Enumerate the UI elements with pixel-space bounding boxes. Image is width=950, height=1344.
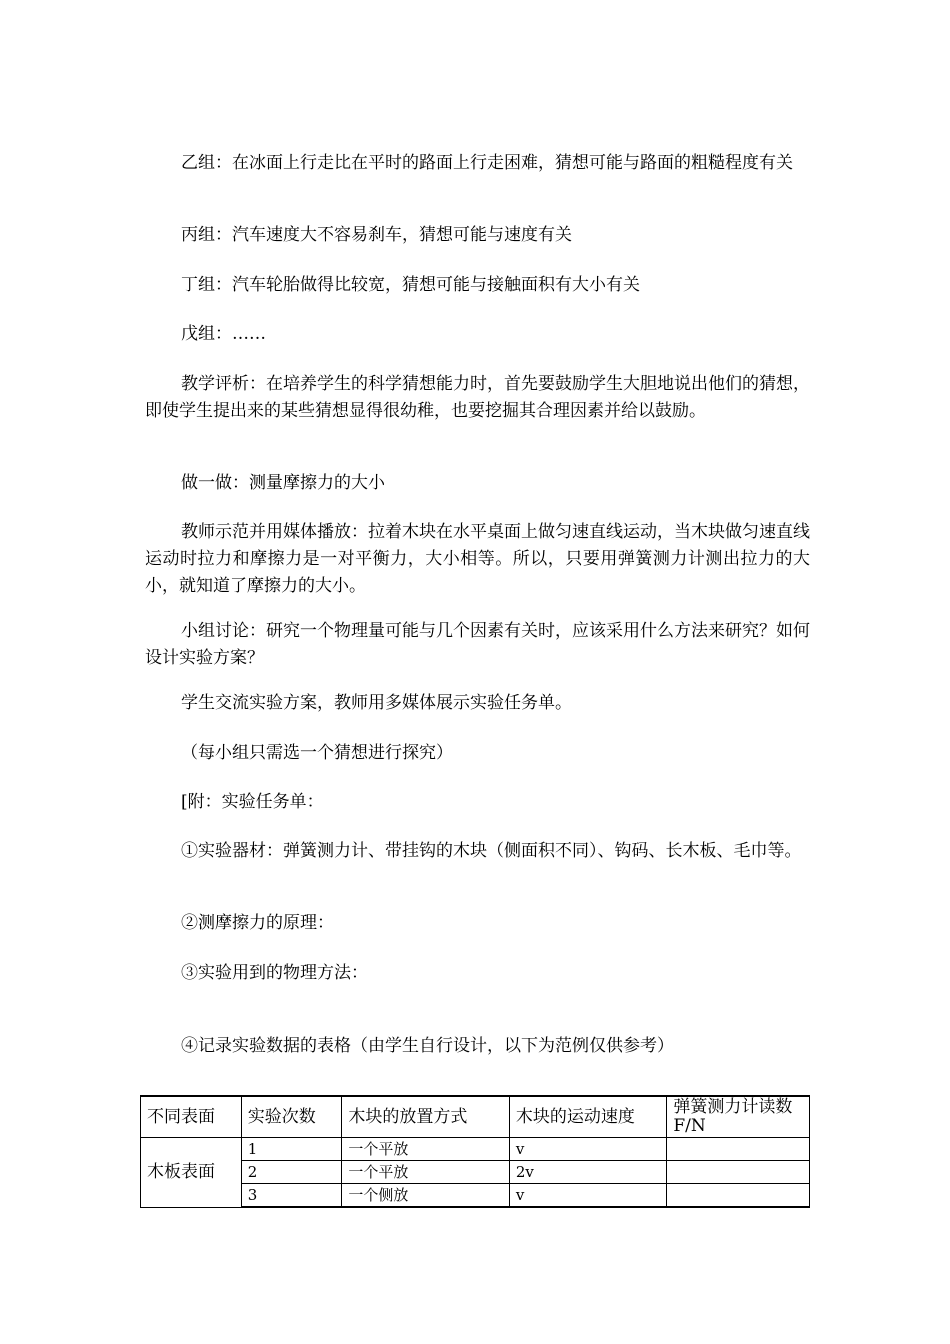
cell-placement: 一个平放 (342, 1161, 509, 1184)
cell-surface: 木板表面 (141, 1138, 242, 1208)
table-row (141, 1184, 810, 1208)
cell-placement: 一个平放 (342, 1138, 509, 1161)
cell-speed: v (509, 1184, 666, 1208)
paragraph-teacher-demo: 教师示范并用媒体播放：拉着木块在水平桌面上做匀速直线运动，当木块做匀速直线运动时拉力和摩擦力是一对平衡力，大小相等。所以，只要用弹簧测力计测出拉力的大小，就知道了摩擦力的大小。 (145, 522, 810, 596)
paragraph-student-exchange: 学生交流实验方案，教师用多媒体展示实验任务单。 (181, 693, 572, 713)
header-speed: 木块的运动速度 (509, 1096, 666, 1138)
paragraph-group-yi: 乙组：在冰面上行走比在平时的路面上行走困难，猜想可能与路面的粗糙程度有关 (181, 153, 793, 173)
paragraph-group-wu: 戊组：…… (181, 324, 266, 344)
paragraph-teaching-comment: 教学评析：在培养学生的科学猜想能力时，首先要鼓励学生大胆地说出他们的猜想，即使学生提出来的某些猜想显得很幼稚，也要挖掘其合理因素并给以鼓励。 (145, 374, 810, 421)
paragraph-group-discussion: 小组讨论：研究一个物理量可能与几个因素有关时，应该采用什么方法来研究？如何设计实验方案？ (145, 621, 810, 668)
cell-reading (667, 1138, 810, 1161)
paragraph-method: ③实验用到的物理方法： (181, 963, 368, 983)
experiment-data-table (140, 1095, 810, 1208)
cell-trial: 3 (241, 1184, 342, 1208)
paragraph-principle: ②测摩擦力的原理： (181, 913, 334, 933)
paragraph-equipment: ①实验器材：弹簧测力计、带挂钩的木块（侧面积不同）、钩码、长木板、毛巾等。 (181, 841, 802, 861)
cell-speed: 2v (509, 1161, 666, 1184)
header-reading: 弹簧测力计读数F/N (667, 1096, 810, 1138)
table-row (141, 1161, 810, 1184)
header-trial: 实验次数 (241, 1096, 342, 1138)
cell-trial: 2 (241, 1161, 342, 1184)
paragraph-group-ding: 丁组：汽车轮胎做得比较宽，猜想可能与接触面积有大小有关 (181, 275, 640, 295)
paragraph-do-it: 做一做：测量摩擦力的大小 (181, 473, 385, 493)
cell-reading (667, 1161, 810, 1184)
cell-trial: 1 (241, 1138, 342, 1161)
header-surface: 不同表面 (141, 1096, 242, 1138)
table-row (141, 1138, 810, 1161)
paragraph-task-sheet: [附：实验任务单： (181, 792, 324, 812)
header-placement: 木块的放置方式 (342, 1096, 509, 1138)
paragraph-data-table-intro: ④记录实验数据的表格（由学生自行设计，以下为范例仅供参考） (181, 1036, 674, 1056)
cell-reading (667, 1184, 810, 1208)
table-header-row (141, 1096, 810, 1138)
paragraph-group-bing: 丙组：汽车速度大不容易刹车，猜想可能与速度有关 (181, 225, 572, 245)
cell-speed: v (509, 1138, 666, 1161)
paragraph-note: （每小组只需选一个猜想进行探究） (181, 743, 453, 763)
cell-placement: 一个侧放 (342, 1184, 509, 1208)
